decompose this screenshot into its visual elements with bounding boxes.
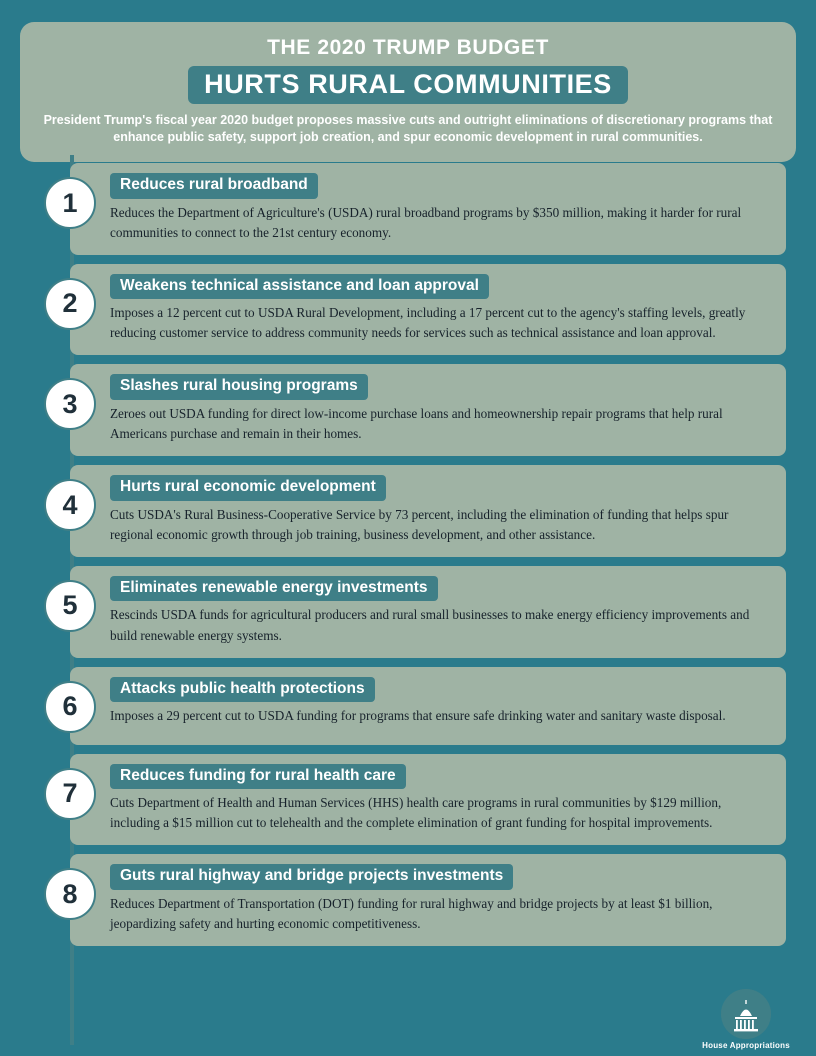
item-body: Zeroes out USDA funding for direct low-income purchase loans and homeownership repair programs that help rural Americans purchase and remain in their homes.	[110, 406, 723, 442]
header-banner	[20, 22, 796, 162]
item-card	[70, 667, 786, 745]
page-title: THE 2020 TRUMP BUDGET	[267, 36, 549, 59]
item-card	[70, 163, 786, 255]
item-number-badge: 3	[44, 378, 96, 430]
footer-logo-label: House Appropriations	[702, 1041, 790, 1050]
item-heading-wrap	[110, 677, 772, 703]
item-body: Imposes a 12 percent cut to USDA Rural Development, including a 17 percent cut to the agency's staffing levels, greatly reducing customer service to address community needs for services such as technical assistance and loan approval.	[110, 305, 746, 341]
item-heading: Weakens technical assistance and loan approval	[110, 274, 489, 300]
list-item	[0, 754, 816, 846]
footer-logo	[698, 989, 794, 1050]
item-heading-wrap	[110, 764, 772, 790]
item-card	[70, 465, 786, 557]
item-number-badge: 6	[44, 681, 96, 733]
item-card	[70, 364, 786, 456]
list-item	[0, 667, 816, 745]
item-heading: Eliminates renewable energy investments	[110, 576, 438, 602]
list-item	[0, 163, 816, 255]
item-body: Rescinds USDA funds for agricultural producers and rural small businesses to make energy efficiency improvements and build renewable energy systems.	[110, 607, 750, 643]
list-item	[0, 465, 816, 557]
page-subtitle-wrap	[36, 66, 780, 104]
item-card	[70, 264, 786, 356]
list-item	[0, 264, 816, 356]
item-heading-wrap	[110, 274, 772, 300]
list-item	[0, 364, 816, 456]
item-number-badge: 8	[44, 868, 96, 920]
item-body: Cuts USDA's Rural Business-Cooperative Service by 73 percent, including the elimination of funding that helps spur regional economic growth through job training, business development, and other assistance.	[110, 506, 729, 542]
list-item	[0, 566, 816, 658]
item-heading: Attacks public health protections	[110, 677, 375, 703]
item-heading-wrap	[110, 374, 772, 400]
item-heading: Reduces funding for rural health care	[110, 764, 406, 790]
items-list	[0, 163, 816, 955]
item-heading: Reduces rural broadband	[110, 173, 318, 199]
item-card	[70, 566, 786, 658]
item-card	[70, 854, 786, 946]
item-heading: Hurts rural economic development	[110, 475, 386, 501]
item-body: Cuts Department of Health and Human Services (HHS) health care programs in rural communities by $129 million, including a $15 million cut to telehealth and the complete elimination of grant funding for hospital improvements.	[110, 795, 722, 831]
item-heading-wrap	[110, 173, 772, 199]
item-number-badge: 4	[44, 479, 96, 531]
page-description: President Trump's fiscal year 2020 budget proposes massive cuts and outright eliminations of discretionary programs that enhance public safety, support job creation, and spur economic development in rural communities.	[43, 113, 773, 145]
item-heading-wrap	[110, 864, 772, 890]
item-card	[70, 754, 786, 846]
item-heading-wrap	[110, 475, 772, 501]
item-number-badge: 2	[44, 278, 96, 330]
page-subtitle: HURTS RURAL COMMUNITIES	[188, 66, 628, 104]
item-heading: Guts rural highway and bridge projects investments	[110, 864, 513, 890]
item-heading-wrap	[110, 576, 772, 602]
item-number-badge: 5	[44, 580, 96, 632]
capitol-building-icon	[721, 989, 771, 1039]
item-heading: Slashes rural housing programs	[110, 374, 368, 400]
item-number-badge: 7	[44, 768, 96, 820]
item-number-badge: 1	[44, 177, 96, 229]
item-body: Reduces the Department of Agriculture's (USDA) rural broadband programs by $350 million, making it harder for rural communities to connect to the 21st century economy.	[110, 204, 742, 240]
item-body: Reduces Department of Transportation (DOT) funding for rural highway and bridge projects by at least $1 billion, jeopardizing safety and hurting economic competitiveness.	[110, 895, 713, 931]
list-item	[0, 854, 816, 946]
item-body: Imposes a 29 percent cut to USDA funding for programs that ensure safe drinking water and sanitary waste disposal.	[110, 708, 726, 724]
